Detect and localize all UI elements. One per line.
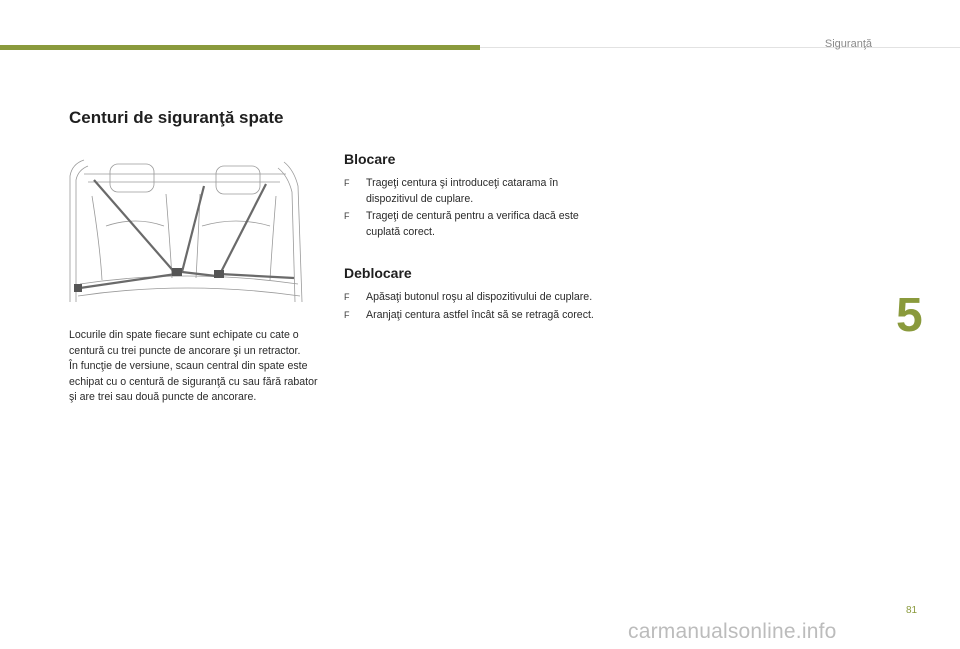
header-accent-bar [0,45,480,50]
rear-seat-belts-illustration [66,156,308,302]
page-number: 81 [906,605,918,616]
bullet-marker-icon: F [344,211,350,221]
section-label: Siguranţă [824,38,872,50]
bullet-marker-icon: F [344,309,350,320]
watermark: carmanualsonline.info [628,620,837,643]
list-item-text: Trageţi de centură pentru a verifica dacă este cuplată corect. [366,210,579,238]
list-item [344,290,594,306]
blocare-heading: Blocare [344,151,396,167]
blocare-list [344,176,594,242]
deblocare-list [344,290,594,325]
chapter-number: 5 [896,289,923,342]
list-item-text: Aranjaţi centura astfel încât să se retragă corect. [366,308,594,321]
list-item [344,209,594,240]
list-item [344,308,594,324]
intro-paragraph-1: Locurile din spate fiecare sunt echipate cu cate o centură cu trei puncte de ancorare şi un retractor. [69,329,301,357]
list-item-text: Trageţi centura şi introduceţi catarama în dispozitivul de cuplare. [366,177,559,205]
intro-text [69,328,321,406]
page-title: Centuri de siguranţă spate [69,108,284,127]
bullet-marker-icon: F [344,178,350,188]
bullet-marker-icon: F [344,292,350,302]
deblocare-heading: Deblocare [344,265,412,281]
header-divider [480,47,960,48]
intro-paragraph-2: În funcţie de versiune, scaun central din spate este echipat cu o centură de siguranţă cu sau fără rabator şi are trei sau două puncte de ancorare. [69,360,318,403]
list-item-text: Apăsaţi butonul roşu al dispozitivului de cuplare. [366,291,593,303]
list-item [344,176,594,207]
